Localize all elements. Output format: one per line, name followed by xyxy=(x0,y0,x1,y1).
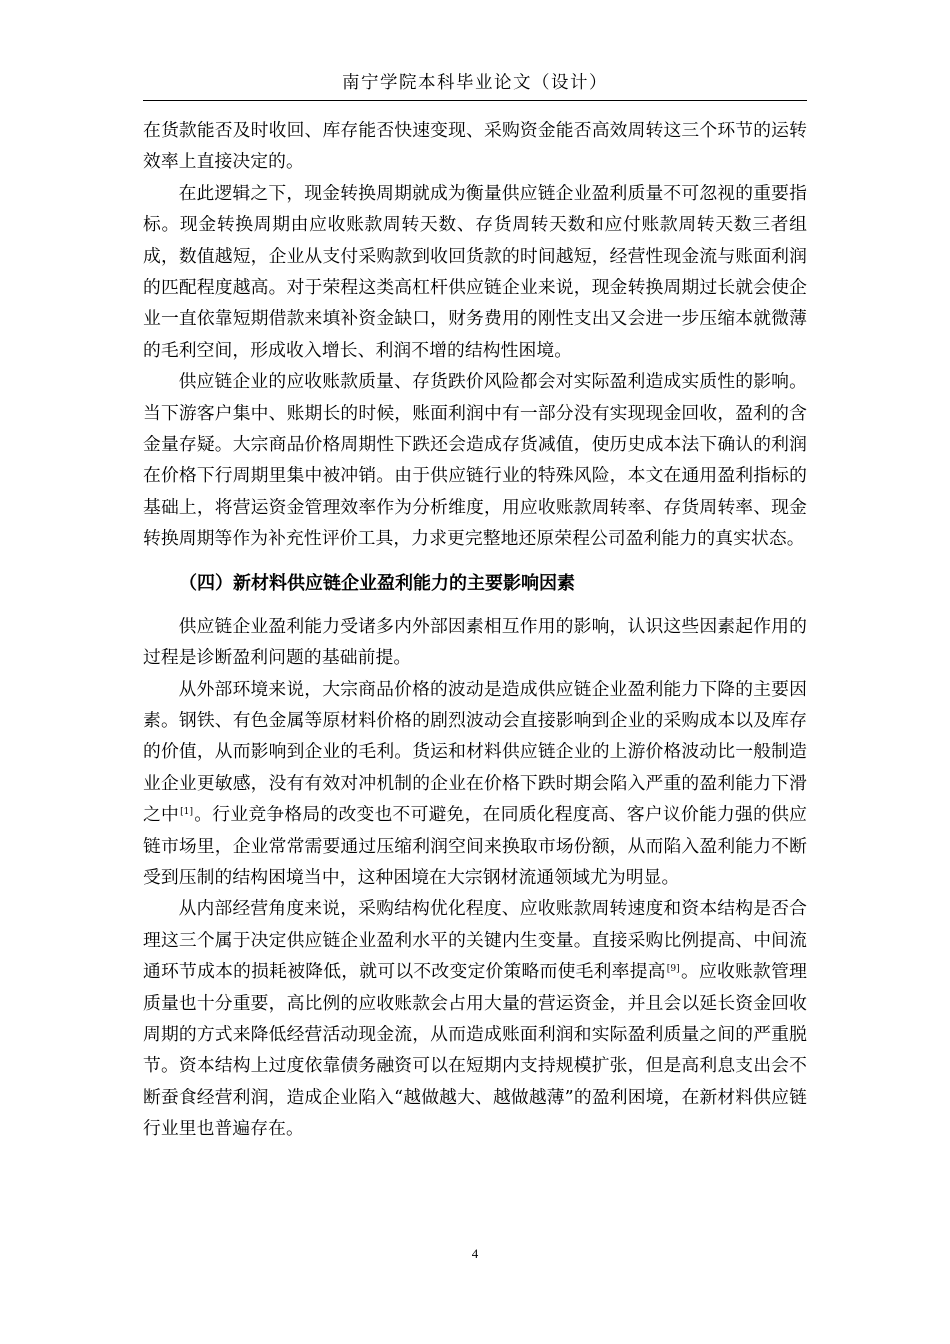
citation-ref: [1] xyxy=(180,807,194,818)
header-title: 南宁学院本科毕业论文（设计） xyxy=(342,73,608,93)
page-number: 4 xyxy=(471,1246,479,1261)
paragraph-external-factors xyxy=(143,674,807,894)
internal-text-a: 从内部经营角度来说，采购结构优化程度、应收账款周转速度和资本结构是否合理这三个属于决定供应链企业盈利水平的关键内生变量。直接采购比例提高、中间流通环节成本的损耗被降低，就可以不改变定价策略而使毛利率提高 xyxy=(143,898,807,983)
external-text-a: 从外部环境来说，大宗商品价格的波动是造成供应链企业盈利能力下降的主要因素。钢铁、有色金属等原材料价格的剧烈波动会直接影响到企业的采购成本以及库存的价值，从而影响到企业的毛利。货运和材料供应链企业的上游价格波动比一般制造业企业更敏感，没有有效对冲机制的企业在价格下跌时期会陷入严重的盈利能力下滑之中 xyxy=(143,678,807,826)
paragraph-internal-factors xyxy=(143,893,807,1144)
paragraph-receivables-quality: 供应链企业的应收账款质量、存货跌价风险都会对实际盈利造成实质性的影响。当下游客户集中、账期长的时候，账面利润中有一部分没有实现现金回收，盈利的含金量存疑。大宗商品价格周期性下跌还会造成存货减值，使历史成本法下确认的利润在价格下行周期里集中被冲销。由于供应链行业的特殊风险，本文在通用盈利指标的基础上，将营运资金管理效率作为分析维度，用应收账款周转率、存货周转率、现金转换周期等作为补充性评价工具，力求更完整地还原荣程公司盈利能力的真实状态。 xyxy=(143,371,807,550)
internal-text-b: 。应收账款管理质量也十分重要，高比例的应收账款会占用大量的营运资金，并且会以延长资金回收周期的方式来降低经营活动现金流，从而造成账面利润和实际盈利质量之间的严重脱节。资本结构上过度依靠债务融资可以在短期内支持规模扩张，但是高利息支出会不断蚕食经营利润，造成企业陷入“越做越大、越做越薄”的盈利困境，在新材料供应链行业里也普遍存在。 xyxy=(143,961,807,1140)
paragraph-factors-intro: 供应链企业盈利能力受诸多内外部因素相互作用的影响，认识这些因素起作用的过程是诊断盈利问题的基础前提。 xyxy=(143,615,807,669)
citation-ref: [9] xyxy=(666,964,680,975)
paragraph-cash-conversion: 在此逻辑之下，现金转换周期就成为衡量供应链企业盈利质量不可忽视的重要指标。现金转换周期由应收账款周转天数、存货周转天数和应付账款周转天数三者组成，数值越短，企业从支付采购款到收回货款的时间越短，经营性现金流与账面利润的匹配程度越高。对于荣程这类高杠杆供应链企业来说，现金转换周期过长就会使企业一直依靠短期借款来填补资金缺口，财务费用的刚性支出又会进一步压缩本就微薄的毛利空间，形成收入增长、利润不增的结构性困境。 xyxy=(143,182,807,361)
body-content xyxy=(143,115,807,1145)
external-text-b: 。行业竞争格局的改变也不可避免，在同质化程度高、客户议价能力强的供应链市场里，企业常常需要通过压缩利润空间来换取市场份额，从而陷入盈利能力不断受到压制的结构困境当中，这种困境在大宗钢材流通领域尤为明显。 xyxy=(143,804,808,888)
section-heading: （四）新材料供应链企业盈利能力的主要影响因素 xyxy=(179,572,575,594)
paragraph-continuation: 在货款能否及时收回、库存能否快速变现、采购资金能否高效周转这三个环节的运转效率上直接决定的。 xyxy=(143,120,807,173)
page-header xyxy=(143,66,807,101)
